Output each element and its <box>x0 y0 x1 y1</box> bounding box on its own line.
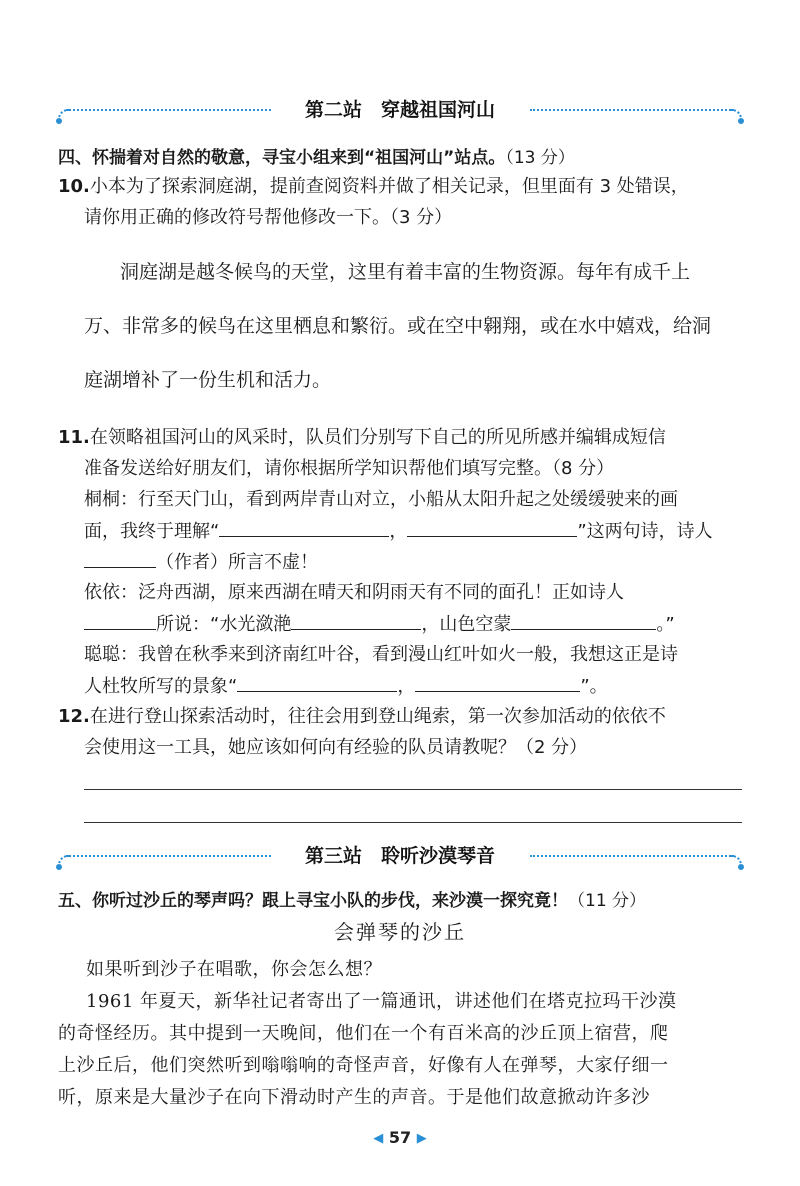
answer-line-1[interactable] <box>84 789 742 790</box>
author-blank-2[interactable] <box>84 609 156 630</box>
tongtong-line1: 桐桐：行至天门山，看到两岸青山对立，小船从太阳升起之处缓缓驶来的画 <box>84 489 678 510</box>
section5-points: （11 分） <box>568 891 647 911</box>
poem-blank-2[interactable] <box>407 516 577 537</box>
congcong-text2b: ”。 <box>580 676 608 697</box>
q11-line2: 准备发送给好朋友们，请你根据所学知识帮他们填写完整。（8 分） <box>84 458 615 479</box>
author-blank-1[interactable] <box>84 547 156 568</box>
q11-line1 <box>58 423 666 453</box>
section4-points: （13 分） <box>505 148 575 168</box>
q10-paragraph-line1: 洞庭湖是越冬候鸟的天堂，这里有着丰富的生物资源。每年有成千上 <box>120 261 691 283</box>
passage-line-2: 1961 年夏天，新华社记者寄出了一篇通讯，讲述他们在塔克拉玛干沙漠 <box>86 991 677 1012</box>
triangle-left-icon: ◀ <box>373 1131 384 1146</box>
page-number: 57 <box>388 1128 412 1147</box>
q10-line2: 请你用正确的修改符号帮他修改一下。（3 分） <box>84 207 453 228</box>
comma: ， <box>397 676 416 697</box>
passage-title: 会弹琴的沙丘 <box>334 920 466 944</box>
poem-blank-3[interactable] <box>291 609 421 630</box>
comma: ， <box>389 521 408 542</box>
q11-text1: 在领略祖国河山的风采时，队员们分别写下自己的所见所感并编辑成短信 <box>89 427 666 448</box>
congcong-line2 <box>84 671 608 702</box>
triangle-right-icon: ▶ <box>416 1131 427 1146</box>
poem-blank-4[interactable] <box>511 609 656 630</box>
q11-number: 11. <box>58 427 90 448</box>
passage-line-4: 上沙丘后，他们突然听到嗡嗡响的奇怪声音，好像有人在弹琴，大家仔细一 <box>58 1055 669 1076</box>
congcong-text2a: 人杜牧所写的景象“ <box>84 676 238 697</box>
tongtong-text3: （作者）所言不虚！ <box>156 552 318 573</box>
q10-number: 10. <box>58 176 90 197</box>
yiyi-text2a: 所说：“水光潋滟 <box>156 614 292 635</box>
q12-line1 <box>58 702 666 732</box>
answer-line-2[interactable] <box>84 822 742 823</box>
q12-text1: 在进行登山探索活动时，往往会用到登山绳索，第一次参加活动的依依不 <box>89 706 666 727</box>
q10-text1: 小本为了探索洞庭湖，提前查阅资料并做了相关记录，但里面有 3 处错误， <box>89 176 689 197</box>
station2-header <box>58 96 742 126</box>
congcong-line1: 聪聪：我曾在秋季来到济南红叶谷，看到漫山红叶如火一般，我想这正是诗 <box>84 644 678 665</box>
q10-paragraph-line3: 庭湖增补了一份生机和活力。 <box>84 369 332 391</box>
yiyi-line1: 依依：泛舟西湖，原来西湖在晴天和阴雨天有不同的面孔！正如诗人 <box>84 582 624 603</box>
yiyi-text2b: ，山色空蒙 <box>421 614 512 635</box>
yiyi-line2 <box>84 609 675 640</box>
section5-heading-text: 五、你听过沙丘的琴声吗？跟上寻宝小队的步伐，来沙漠一探究竟！ <box>58 891 568 911</box>
section4-heading <box>58 143 575 168</box>
q12-number: 12. <box>58 706 90 727</box>
poem-blank-5[interactable] <box>237 671 397 692</box>
q10-line1 <box>58 172 689 202</box>
page-footer <box>0 1128 800 1147</box>
q12-line2: 会使用这一工具，她应该如何向有经验的队员请教呢？（2 分） <box>84 737 588 758</box>
tongtong-line2 <box>84 516 713 547</box>
station2-title: 第二站 穿越祖国河山 <box>304 99 495 121</box>
passage-line-5: 听，原来是大量沙子在向下滑动时产生的声音。于是他们故意掀动许多沙 <box>58 1087 650 1108</box>
tongtong-line3 <box>84 547 318 578</box>
station3-title: 第三站 聆听沙漠琴音 <box>304 845 495 867</box>
q10-paragraph-line2: 万、非常多的候鸟在这里栖息和繁衍。或在空中翱翔，或在水中嬉戏，给洞 <box>84 315 712 337</box>
yiyi-text2c: 。” <box>656 614 675 635</box>
poem-blank-6[interactable] <box>415 671 580 692</box>
passage-line-1: 如果听到沙子在唱歌，你会怎么想？ <box>86 959 382 980</box>
tongtong-text2a: 面，我终于理解“ <box>84 521 220 542</box>
section4-heading-text: 四、怀揣着对自然的敬意，寻宝小组来到“祖国河山”站点。 <box>58 148 506 168</box>
section5-heading <box>58 886 646 911</box>
station3-header <box>58 842 742 872</box>
tongtong-text2b: ”这两句诗，诗人 <box>577 521 713 542</box>
poem-blank-1[interactable] <box>219 516 389 537</box>
passage-line-3: 的奇怪经历。其中提到一天晚间，他们在一个有百米高的沙丘顶上宿营，爬 <box>58 1023 669 1044</box>
